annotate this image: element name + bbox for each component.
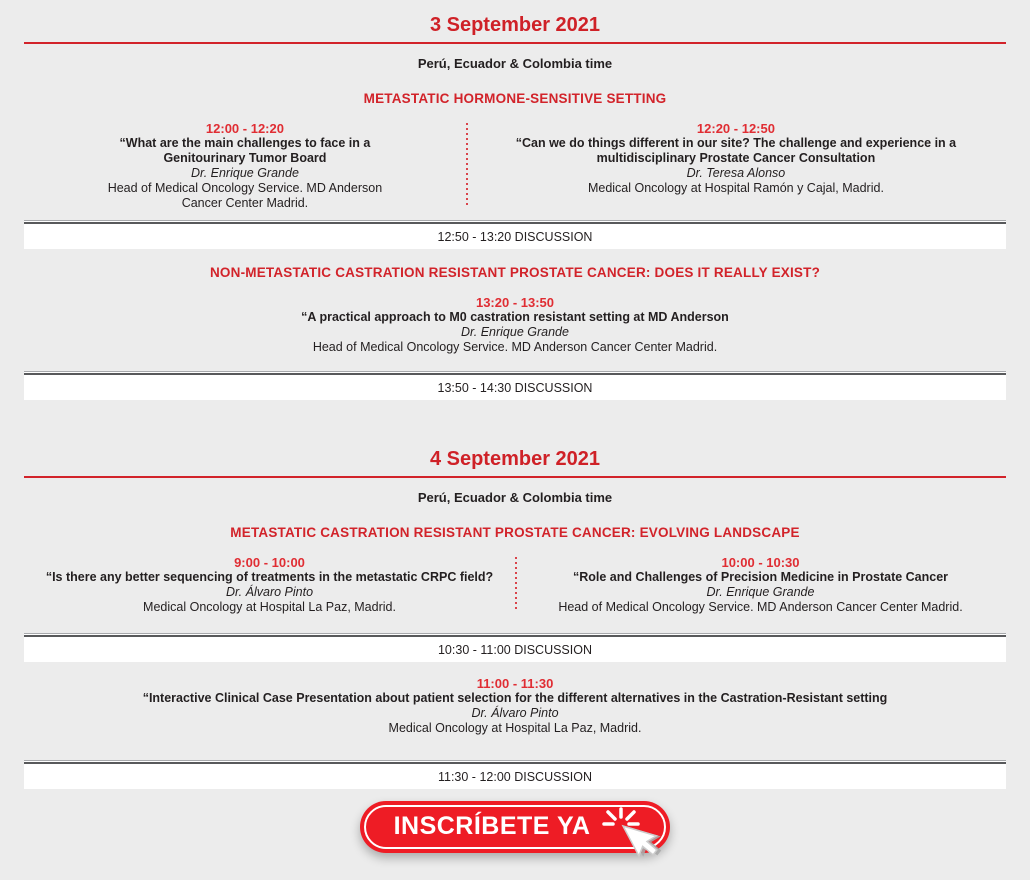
session-time: 13:20 - 13:50 xyxy=(475,295,555,310)
session-affiliation: Medical Oncology at Hospital La Paz, Madrid. xyxy=(388,721,642,735)
session-affiliation: Head of Medical Oncology Service. MD Anderson Cancer Center Madrid. xyxy=(107,181,383,210)
session-time: 12:00 - 12:20 xyxy=(205,121,284,136)
session-affiliation: Head of Medical Oncology Service. MD Anderson Cancer Center Madrid. xyxy=(558,600,963,614)
session-speaker: Dr. Enrique Grande xyxy=(190,166,299,180)
discussion-label: 13:50 - 14:30 DISCUSSION xyxy=(24,376,1006,400)
section-heading: NON-METASTATIC CASTRATION RESISTANT PROSTATE CANCER: DOES IT REALLY EXIST? xyxy=(209,265,821,280)
discussion-bar xyxy=(24,220,1006,249)
discussion-label: 10:30 - 11:00 DISCUSSION xyxy=(24,638,1006,662)
day-1-agenda xyxy=(24,14,1006,400)
session-title: “Role and Challenges of Precision Medicine in Prostate Cancer xyxy=(572,570,949,584)
click-cursor-icon xyxy=(602,808,662,872)
date-title: 4 September 2021 xyxy=(429,448,601,470)
session xyxy=(515,555,1006,615)
session-title: “Is there any better sequencing of treatments in the metastatic CRPC field? xyxy=(45,570,494,584)
session-affiliation: Medical Oncology at Hospital Ramón y Cajal, Madrid. xyxy=(587,181,884,195)
register-button-label: INSCRÍBETE YA xyxy=(393,811,591,840)
session-time: 11:00 - 11:30 xyxy=(476,676,554,691)
session xyxy=(24,555,515,615)
timezone-label: Perú, Ecuador & Colombia time xyxy=(417,490,613,505)
session-affiliation: Medical Oncology at Hospital La Paz, Madrid. xyxy=(143,600,396,614)
date-title: 3 September 2021 xyxy=(429,14,601,36)
session-speaker: Dr. Álvaro Pinto xyxy=(225,585,314,599)
session xyxy=(466,121,1006,211)
session xyxy=(24,121,466,211)
cta-row xyxy=(24,801,1006,853)
session-time: 12:20 - 12:50 xyxy=(696,121,775,136)
discussion-label: 11:30 - 12:00 DISCUSSION xyxy=(24,765,1006,789)
session-speaker: Dr. Enrique Grande xyxy=(706,585,815,599)
session-title: “What are the main challenges to face in a Genitourinary Tumor Board xyxy=(119,136,371,165)
discussion-bar xyxy=(24,371,1006,400)
session-title: “Can we do things different in our site? The challenge and experience in a multidisciplinary Prostate Cancer Consultation xyxy=(515,136,957,165)
session-time: 9:00 - 10:00 xyxy=(234,555,305,570)
session-time: 10:00 - 10:30 xyxy=(721,555,800,570)
register-button[interactable] xyxy=(360,801,671,853)
session-columns xyxy=(24,121,1006,211)
session xyxy=(24,295,1006,355)
session-speaker: Dr. Enrique Grande xyxy=(461,325,569,339)
section-heading: METASTATIC HORMONE-SENSITIVE SETTING xyxy=(363,91,667,106)
session-speaker: Dr. Teresa Alonso xyxy=(686,166,786,180)
date-underline xyxy=(24,476,1006,478)
discussion-label: 12:50 - 13:20 DISCUSSION xyxy=(24,225,1006,249)
session-title: “A practical approach to M0 castration resistant setting at MD Anderson xyxy=(301,310,729,324)
session-title: “Interactive Clinical Case Presentation about patient selection for the different alternatives in the Castration-Resistant setting xyxy=(142,691,888,705)
section-heading: METASTATIC CASTRATION RESISTANT PROSTATE CANCER: EVOLVING LANDSCAPE xyxy=(230,525,800,540)
session-columns xyxy=(24,555,1006,615)
session-affiliation: Head of Medical Oncology Service. MD Anderson Cancer Center Madrid. xyxy=(312,340,718,354)
discussion-bar xyxy=(24,760,1006,789)
session-speaker: Dr. Álvaro Pinto xyxy=(471,706,559,720)
session xyxy=(24,676,1006,736)
timezone-label: Perú, Ecuador & Colombia time xyxy=(417,56,613,71)
day-2-agenda xyxy=(24,448,1006,789)
date-underline xyxy=(24,42,1006,44)
discussion-bar xyxy=(24,633,1006,662)
